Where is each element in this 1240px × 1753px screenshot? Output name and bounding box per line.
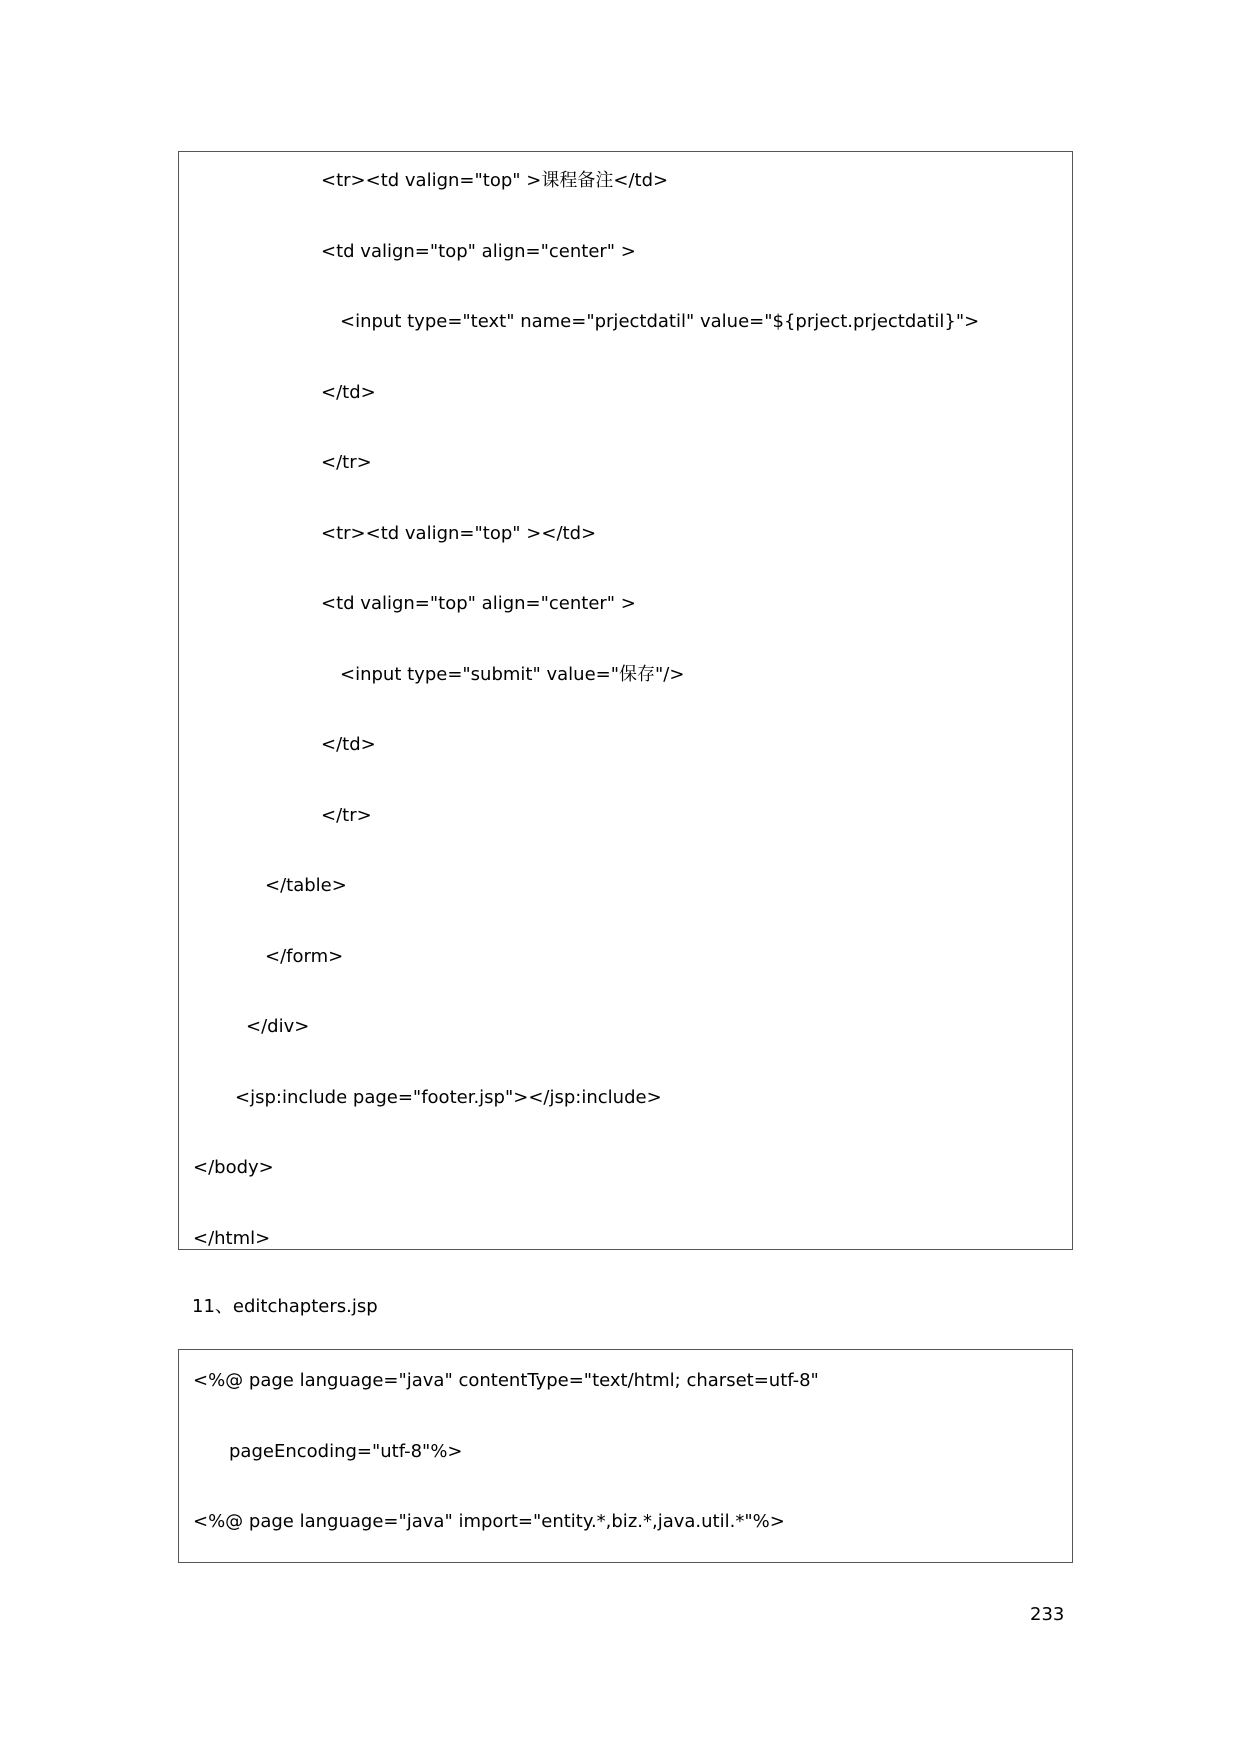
code-line: </form> — [265, 945, 344, 967]
code-line: </td> — [321, 381, 376, 403]
code-line: <%@ page language="java" import="entity.*,biz.*,java.util.*"%> — [193, 1511, 785, 1532]
code-line: <td valign="top" align="center" > — [321, 240, 636, 262]
section-heading: 11、editchapters.jsp — [192, 1296, 378, 1317]
code-line: <input type="text" name="prjectdatil" value="${prject.prjectdatil}"> — [340, 311, 980, 332]
code-line: </tr> — [321, 804, 372, 826]
code-line: <jsp:include page="footer.jsp"></jsp:include> — [235, 1086, 662, 1108]
page-number: 233 — [1030, 1604, 1065, 1625]
code-block-2 — [178, 1349, 1073, 1563]
code-line: </div> — [246, 1016, 310, 1037]
code-line: </body> — [193, 1157, 274, 1178]
code-block-1 — [178, 151, 1073, 1250]
code-line: </tr> — [321, 452, 372, 473]
code-line: <tr><td valign="top" ></td> — [321, 522, 597, 544]
code-line: </table> — [265, 875, 347, 896]
code-line: </html> — [193, 1227, 271, 1249]
code-line: <input type="submit" value="保存"/> — [340, 663, 685, 685]
code-line: pageEncoding="utf-8"%> — [229, 1440, 463, 1462]
code-line: <td valign="top" align="center" > — [321, 593, 636, 614]
code-line: <%@ page language="java" contentType="text/html; charset=utf-8" — [193, 1370, 819, 1391]
code-line: </td> — [321, 734, 376, 755]
code-line: <tr><td valign="top" >课程备注</td> — [321, 170, 669, 191]
